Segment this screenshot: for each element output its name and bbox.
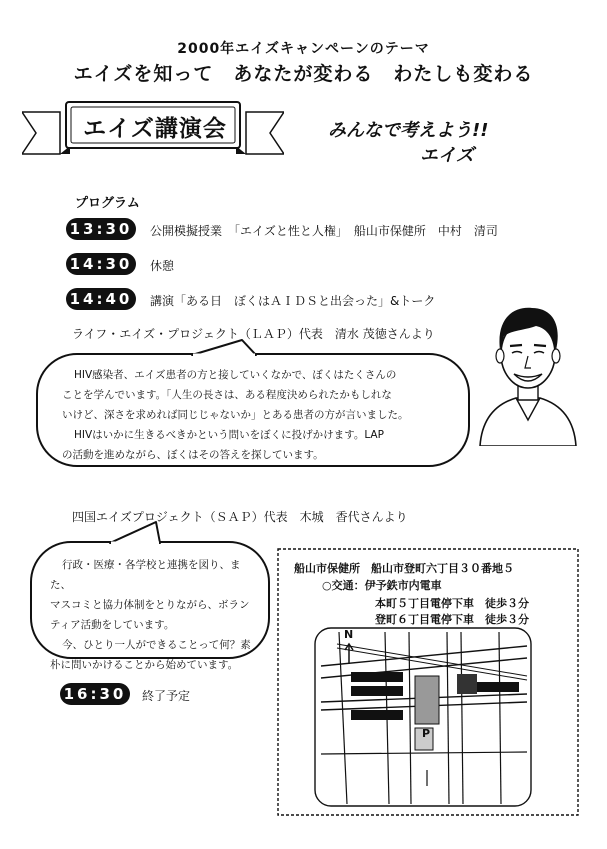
speaker2-intro: 四国エイズプロジェクト（ＳＡＰ）代表 木城 香代さんより: [72, 510, 408, 524]
program-item-3: 講演「ある日 ぼくはＡＩＤＳと出会った」&トーク: [150, 294, 436, 308]
speaker2-line-4: 今、ひとり一人ができることって何？素: [62, 639, 251, 651]
speaker1-line-2: ことを学んでいます。「人生の長さは、ある程度決められたかもしれな: [62, 389, 392, 401]
stop-2: 登町６丁目電停下車 徒歩３分: [375, 613, 529, 626]
banner-title: エイズ講演会: [83, 116, 227, 142]
speaker-portrait-illustration: [476, 296, 580, 446]
speaker2-line-5: 朴に問いかけることから始めています。: [50, 659, 239, 671]
speaker1-line-1: HIV感染者、エイズ患者の方と接していくなかで、ぼくはたくさんの: [74, 369, 397, 381]
speaker2-line-2: マスコミと協力体制をとりながら、ボラン: [50, 599, 250, 611]
speaker2-line-1: 行政・医療・各学校と連携を図り、また、: [50, 559, 241, 591]
campaign-line: 2000年エイズキャンペーンのテーマ: [177, 41, 430, 57]
speaker1-line-3: いけど、深さを求めれば同じじゃないか」とある患者の方が言いました。: [62, 409, 409, 421]
program-end: 終了予定: [142, 689, 191, 703]
speaker1-message: [62, 365, 442, 465]
time-badge-3: 14:40: [66, 288, 136, 310]
speaker1-line-5: の活動を進めながら、ぼくはその答えを探しています。: [62, 449, 324, 461]
catch-line-1: みんなで考えよう!!: [328, 120, 489, 141]
transport-heading: ○交通：伊予鉄市内電車: [322, 579, 442, 592]
catch-line-2: エイズ: [420, 145, 474, 166]
campaign-theme: エイズを知って あなたが変わる わたしも変わる: [73, 63, 534, 85]
stop-1: 本町５丁目電停下車 徒歩３分: [375, 597, 529, 610]
speaker1-intro: ライフ・エイズ・プロジェクト（ＬＡＰ）代表 清水 茂徳さんより: [72, 327, 435, 341]
speaker1-line-4: HIVはいかに生きるべきかという問いをぼくに投げかけます。LAP: [74, 429, 384, 441]
program-item-2: 休憩: [150, 259, 175, 273]
program-item-1: 公開模擬授業 「エイズと性と人権」 船山市保健所 中村 清司: [150, 224, 498, 238]
speaker2-message: [50, 555, 260, 675]
speaker2-line-3: ティア活動をしています。: [50, 619, 175, 631]
north-label: N: [344, 628, 354, 641]
program-heading: プログラム: [75, 196, 140, 211]
parking-label: P: [422, 727, 431, 740]
time-badge-1: 13:30: [66, 218, 136, 240]
venue-address: 船山市保健所 船山市登町六丁目３０番地５: [294, 562, 514, 575]
time-badge-end: 16:30: [60, 683, 130, 705]
time-badge-2: 14:30: [66, 253, 136, 275]
